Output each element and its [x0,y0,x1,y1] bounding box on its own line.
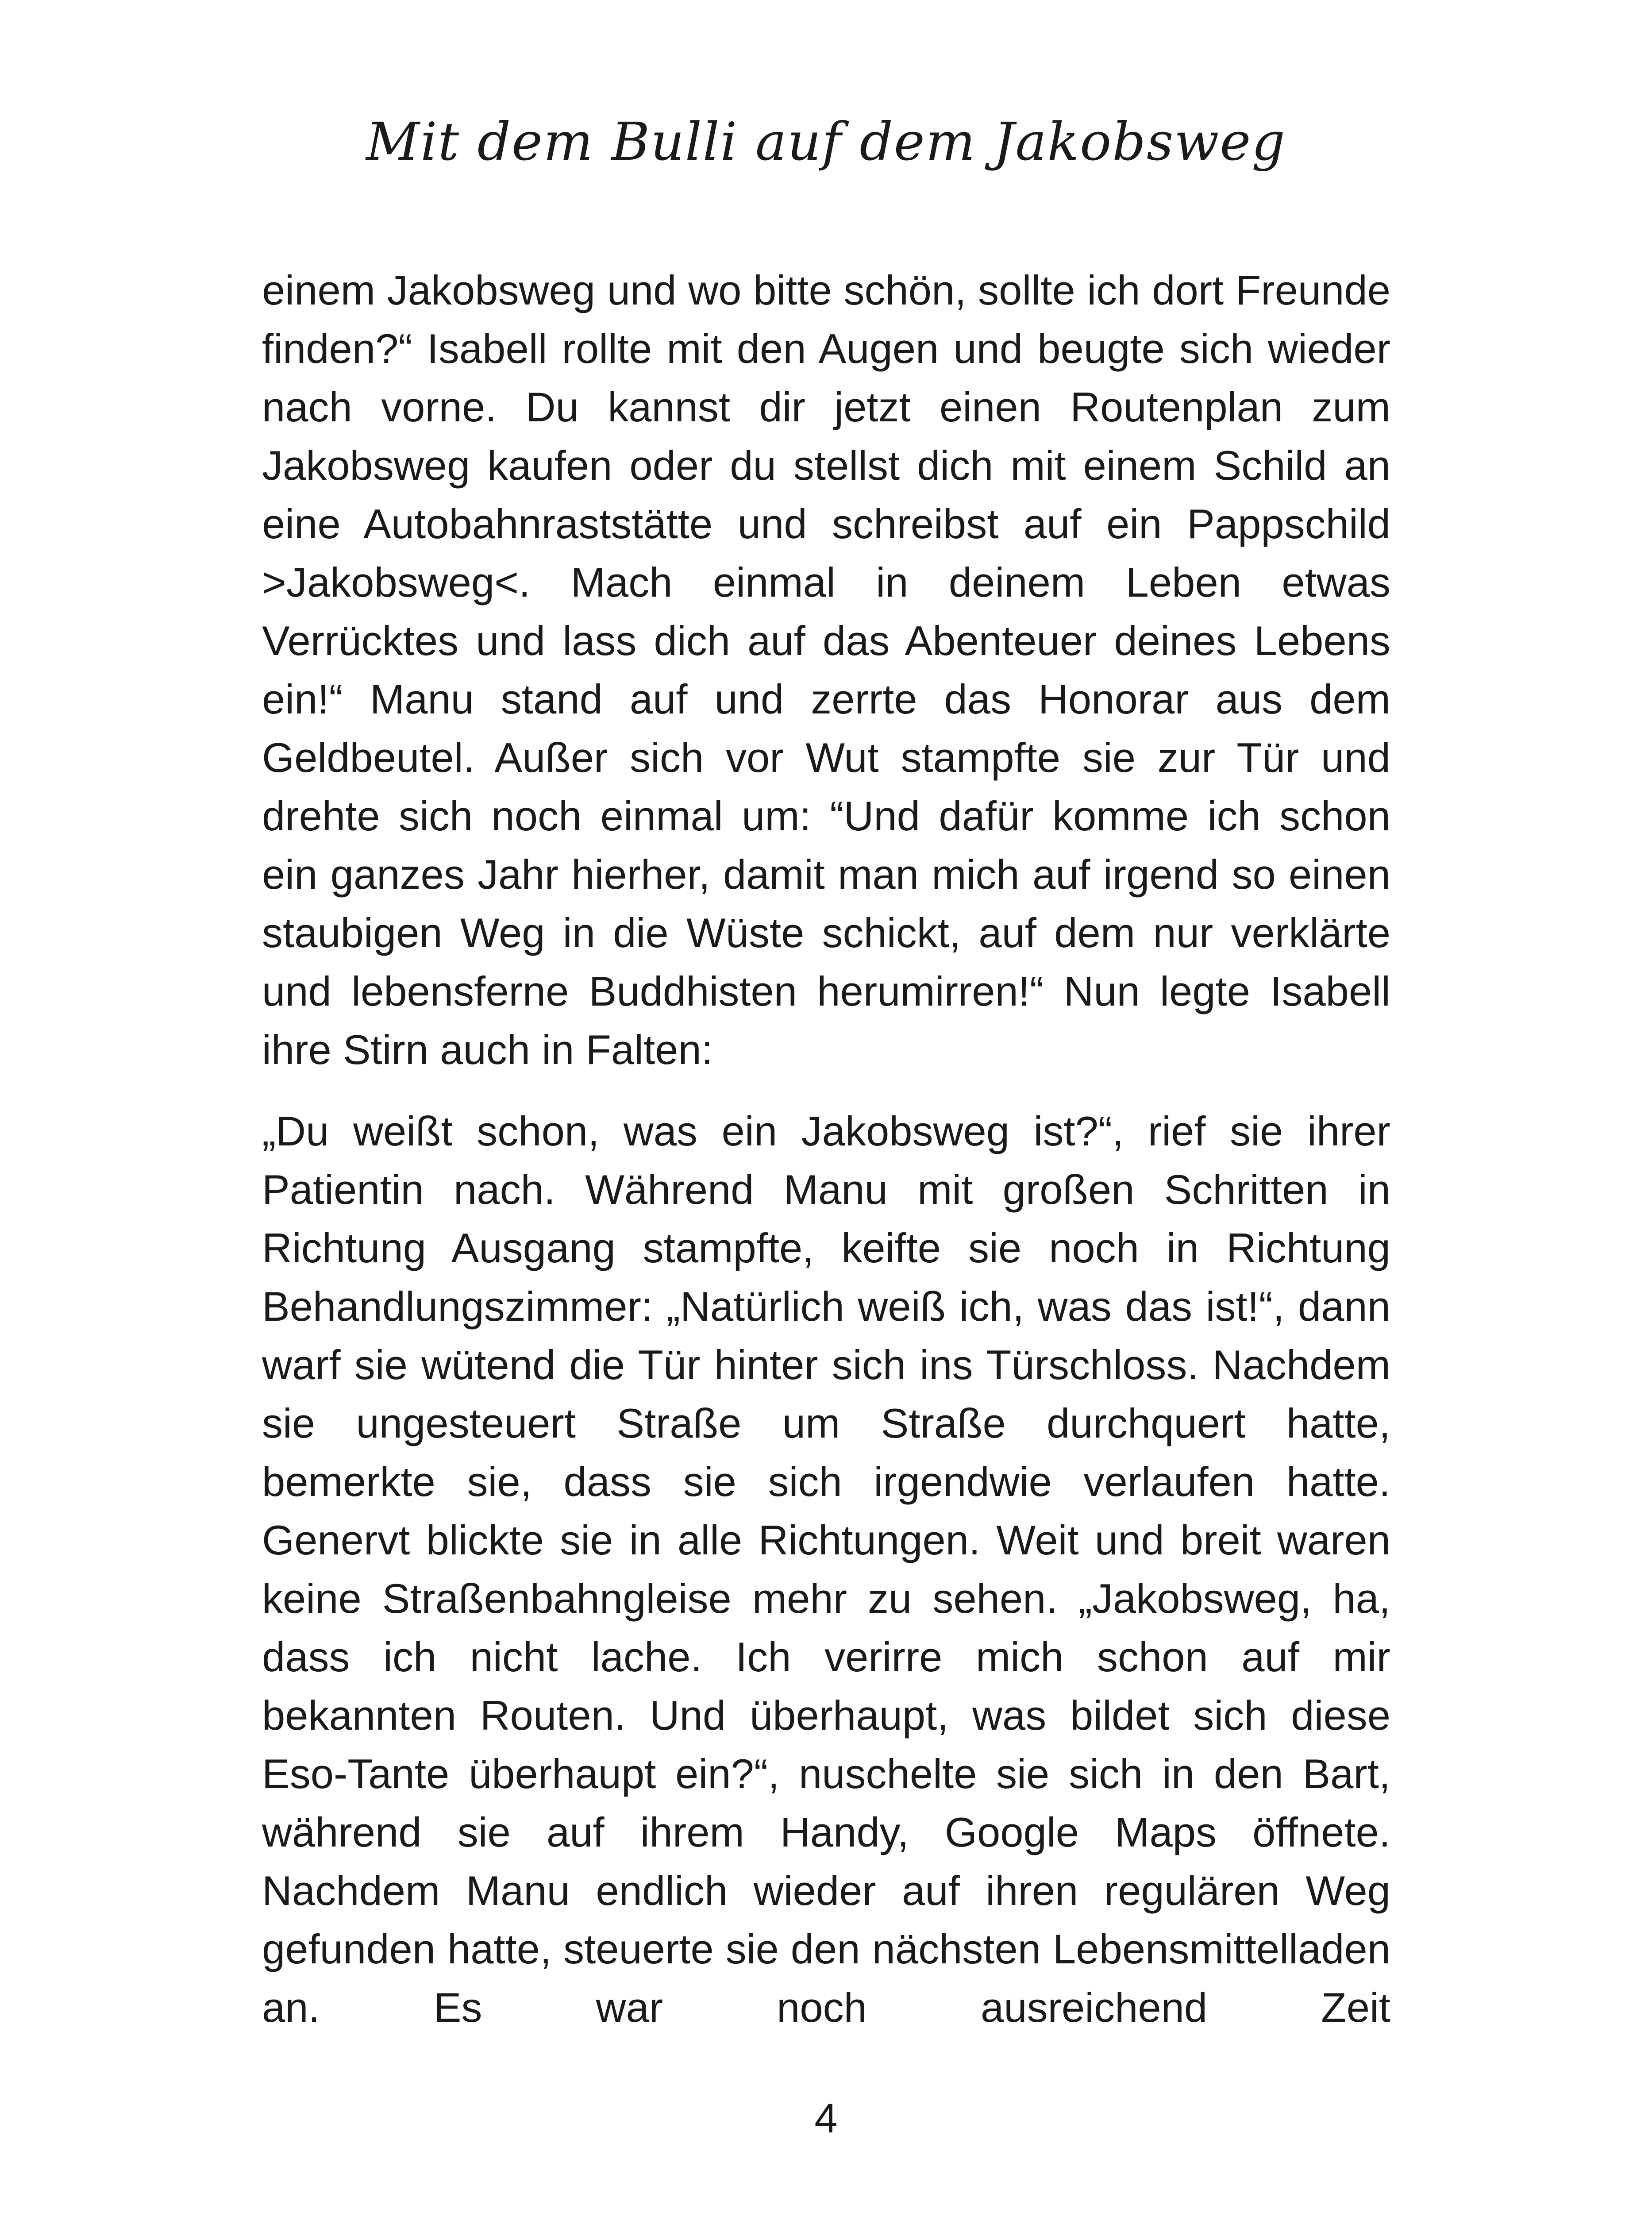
paragraph: „Du weißt schon, was ein Jakobsweg ist?“, rief sie ihrer Patientin nach. Während Manu mit großen Schritten in Richtung Ausgang stampfte, keifte sie noch in Richtung Behandlungszimmer: „Natürlich weiß ich, was das ist!“, dann warf sie wütend die Tür hinter sich ins Türschloss. Nachdem sie ungesteuert Straße um Straße durchquert hatte, bemerkte sie, dass sie sich irgendwie verlaufen hatte. Genervt blickte sie in alle Richtungen. Weit und breit waren keine Straßenbahngleise mehr zu sehen. „Jakobsweg, ha, dass ich nicht lache. Ich verirre mich schon auf mir bekannten Routen. Und überhaupt, was bildet sich diese Eso-Tante überhaupt ein?“, nuschelte sie sich in den Bart, während sie auf ihrem Handy, Google Maps öffnete. Nachdem Manu endlich wieder auf ihren regulären Weg gefunden hatte, steuerte sie den nächsten Lebensmittelladen an. Es war noch ausreichend Zeit [262,1108,1390,2031]
body-text [262,261,1390,2037]
page-number: 4 [814,2095,838,2141]
running-head-title: Mit dem Bulli auf dem Jakobsweg [366,111,1286,172]
paragraph: einem Jakobsweg und wo bitte schön, sollte ich dort Freunde finden?“ Isabell rollte mit den Augen und beugte sich wieder nach vorne. Du kannst dir jetzt einen Routenplan zum Jakobsweg kaufen oder du stellst dich mit einem Schild an eine Autobahnraststätte und schreibst auf ein Pappschild >Jakobsweg<. Mach einmal in deinem Leben etwas Verrücktes und lass dich auf das Abenteuer deines Lebens ein!“ Manu stand auf und zerrte das Honorar aus dem Geldbeutel. Außer sich vor Wut stampfte sie zur Tür und drehte sich noch einmal um: “Und dafür komme ich schon ein ganzes Jahr hierher, damit man mich auf irgend so einen staubigen Weg in die Wüste schickt, auf dem nur verklärte und lebensferne Buddhisten herumirren!“ Nun legte Isabell ihre Stirn auch in Falten: [262,267,1390,1073]
